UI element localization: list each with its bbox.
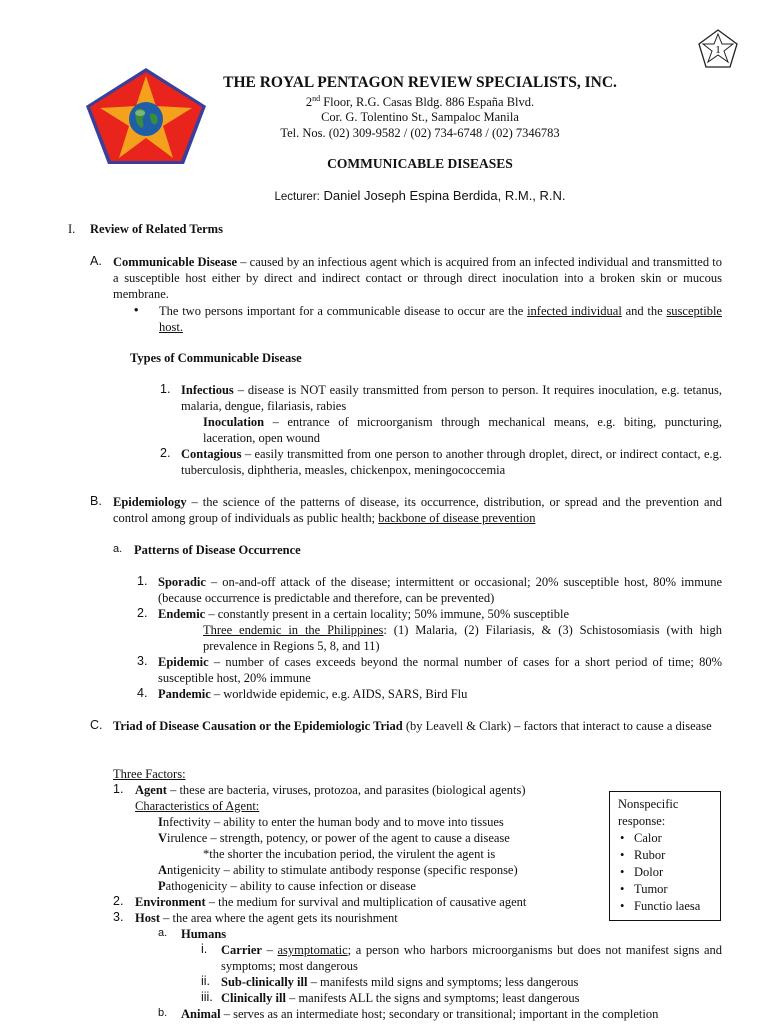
section-number: I. xyxy=(68,222,76,236)
humans-heading: Humans xyxy=(181,927,227,941)
response-list xyxy=(618,830,720,915)
list-item: • Tumor xyxy=(618,881,720,898)
virulence: Virulence – strength, potency, or power of the agent to cause a disease xyxy=(158,831,510,845)
sub-marker: b. xyxy=(158,1007,168,1019)
host-item: Host – the area where the agent gets its nourishment xyxy=(135,911,398,925)
environment-item: Environment – the medium for survival and multiplication of causative agent xyxy=(135,895,527,909)
box-title-line-1: Nonspecific xyxy=(618,797,679,811)
contagious-item: Contagious – easily transmitted from one person to another through droplet, direct, or indirect contact, e.g. tuberculosis, diphtheria, measles, chickenpox, meningococcemia xyxy=(181,447,722,478)
epidemiology-definition: Epidemiology – the science of the patterns of disease, its occurrence, distribution, or spread and the prevention and control among group of individuals as public health; backbone of disease prevention xyxy=(113,495,722,526)
roman-marker: iii. xyxy=(201,990,213,1004)
document-title: COMMUNICABLE DISEASES xyxy=(327,156,513,171)
nonspecific-response-box xyxy=(609,791,721,921)
characteristics-heading: Characteristics of Agent: xyxy=(135,799,260,813)
three-factors-label: Three Factors: xyxy=(113,767,186,781)
sub-marker: a. xyxy=(158,927,168,939)
bullet-text: The two persons important for a communicable disease to occur are the infected individual and the susceptible host. xyxy=(159,304,722,335)
list-marker: 4. xyxy=(137,686,148,700)
organization-name: THE ROYAL PENTAGON REVIEW SPECIALISTS, INC. xyxy=(223,74,617,91)
list-item: • Dolor xyxy=(618,864,720,881)
list-marker: 2. xyxy=(137,606,148,620)
sporadic-item: Sporadic – on-and-off attack of the disease; intermittent or occasional; 20% susceptible host, 80% immune (because occurrence is predictable and therefore, can be prevented) xyxy=(158,575,722,606)
communicable-disease-definition: Communicable Disease – caused by an infectious agent which is acquired from an infected individual and transmitted to a susceptible host either by direct and indirect contact or through direct inoculation into a broken skin or mucous membrane. xyxy=(113,255,723,302)
list-item: • Rubor xyxy=(618,847,720,864)
box-title-line-2: response: xyxy=(618,814,666,828)
item-marker-b: B. xyxy=(90,494,102,508)
virulence-note: *the shorter the incubation period, the virulent the agent is xyxy=(203,847,496,861)
address-line-1: 2nd Floor, R.G. Casas Bldg. 886 España Blvd. xyxy=(305,94,535,110)
list-marker: 3. xyxy=(137,654,148,668)
list-marker: 2. xyxy=(160,446,171,460)
types-heading: Types of Communicable Disease xyxy=(130,351,302,365)
carrier-item: Carrier – asymptomatic; a person who harbors microorganisms but does not manifest signs and symptoms; most dangerous xyxy=(221,943,723,974)
epidemiologic-triad-definition: Triad of Disease Causation or the Epidemiologic Triad (by Leavell & Clark) – factors that interact to cause a disease xyxy=(113,719,712,733)
patterns-heading: Patterns of Disease Occurrence xyxy=(134,543,301,557)
epidemic-item: Epidemic – number of cases exceeds beyond the normal number of cases for a short period of time; 80% susceptible host, 20% immune xyxy=(158,655,722,686)
pathogenicity: Pathogenicity – ability to cause infection or disease xyxy=(158,879,416,893)
roman-marker: i. xyxy=(201,942,208,956)
endemic-item: Endemic – constantly present in a certain locality; 50% immune, 50% susceptible xyxy=(158,607,570,621)
item-marker-a: A. xyxy=(90,254,102,268)
list-marker: 1. xyxy=(113,782,124,796)
address-line-2: Cor. G. Tolentino St., Sampaloc Manila xyxy=(321,110,519,124)
list-marker: 1. xyxy=(137,574,148,588)
inoculation-definition: Inoculation – entrance of microorganism through mechanical means, e.g. biting, puncturing, laceration, open wound xyxy=(203,415,722,446)
endemic-note: Three endemic in the Philippines: (1) Malaria, (2) Filariasis, & (3) Schistosomiasis (with high prevalence in Regions 5, 8, and 11) xyxy=(203,623,722,654)
clinically-ill-item: Clinically ill – manifests ALL the signs and symptoms; least dangerous xyxy=(221,991,580,1005)
antigenicity: Antigenicity – ability to stimulate antibody response (specific response) xyxy=(158,863,518,877)
pentagon-logo xyxy=(84,66,208,166)
page-number-star-icon xyxy=(697,28,739,70)
animal-item: Animal – serves as an intermediate host; secondary or transitional; important in the completion xyxy=(181,1007,659,1021)
subclinically-ill-item: Sub-clinically ill – manifests mild signs and symptoms; less dangerous xyxy=(221,975,579,989)
list-marker: 1. xyxy=(160,382,171,396)
infectivity: Infectivity – ability to enter the human body and to move into tissues xyxy=(158,815,504,829)
agent-item: Agent – these are bacteria, viruses, protozoa, and parasites (biological agents) xyxy=(135,783,526,797)
infectious-item: Infectious – disease is NOT easily transmitted from person to person. It requires inoculation, e.g. tetanus, malaria, dengue, filariasis, rabies xyxy=(181,383,722,414)
section-heading: Review of Related Terms xyxy=(90,222,223,236)
item-marker-c: C. xyxy=(90,718,103,732)
list-item: • Calor xyxy=(618,830,720,847)
list-marker: 3. xyxy=(113,910,124,924)
sub-marker: a. xyxy=(113,543,123,555)
page-number: 1 xyxy=(715,44,721,56)
roman-marker: ii. xyxy=(201,974,211,988)
bullet: • xyxy=(134,303,139,317)
list-marker: 2. xyxy=(113,894,124,908)
list-item: • Functio laesa xyxy=(618,898,720,915)
telephone-numbers: Tel. Nos. (02) 309-9582 / (02) 734-6748 / (02) 7346783 xyxy=(280,126,560,140)
pandemic-item: Pandemic – worldwide epidemic, e.g. AIDS, SARS, Bird Flu xyxy=(158,687,468,701)
lecturer-line: Lecturer: Daniel Joseph Espina Berdida, R.M., R.N. xyxy=(274,188,566,203)
